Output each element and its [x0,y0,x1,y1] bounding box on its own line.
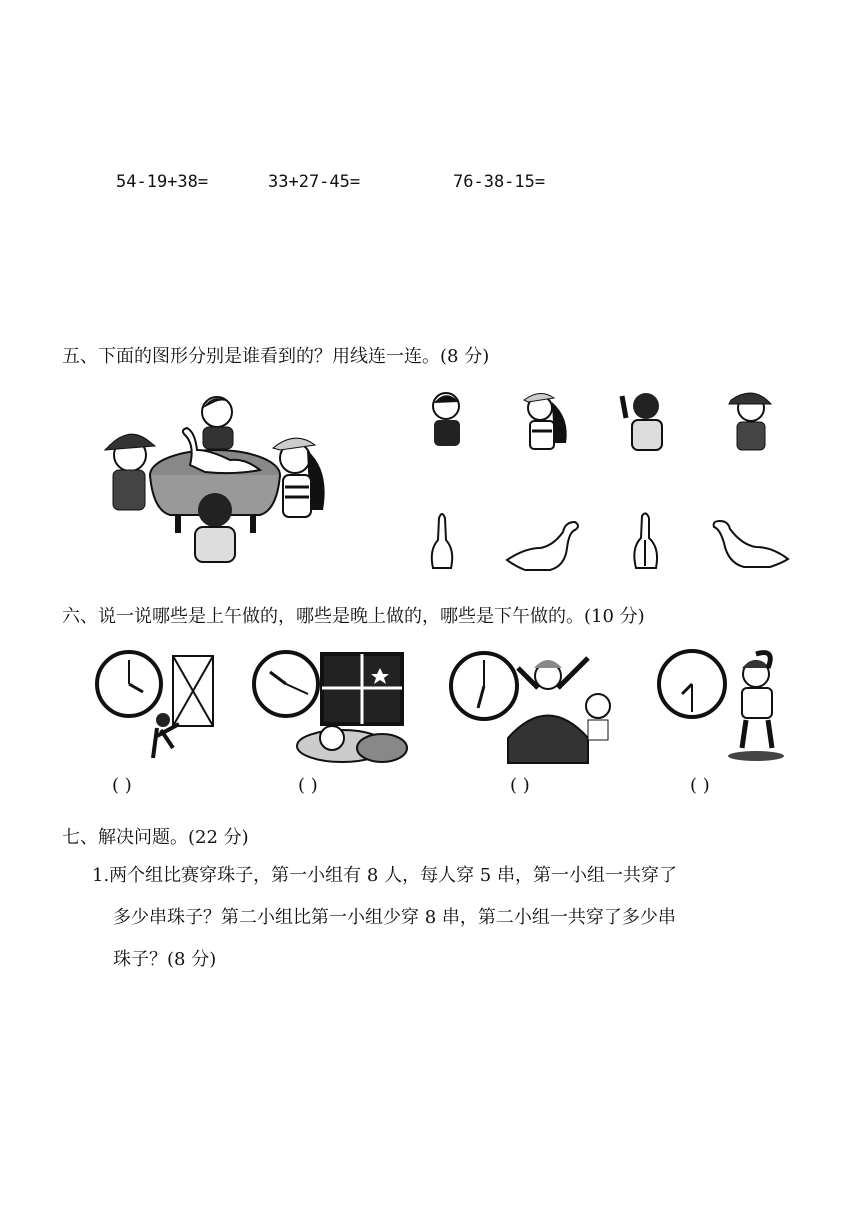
answer-parens-1: ( ) [112,775,132,796]
dinosaur-back-view-icon [628,510,663,575]
expression-1: 54-19+38= [116,172,209,192]
clock-and-kite-runner-icon [95,648,225,768]
answer-slot-4[interactable] [690,775,780,796]
clock-and-stretching-child-icon [656,648,786,768]
problem1-line3: 珠子？(8 分) [113,949,217,970]
section5-title: 五、下面的图形分别是谁看到的？用线连一连。(8 分) [62,346,490,367]
problem1-line1: 1.两个组比赛穿珠子，第一小组有 8 人，每人穿 5 串，第一小组一共穿了 [92,865,677,886]
expression-3: 76-38-15= [453,172,546,192]
answer-parens-2: ( ) [298,775,318,796]
answer-slot-1[interactable] [112,775,202,796]
answer-slot-2[interactable] [298,775,388,796]
children-table-scene-icon [95,390,345,575]
answer-parens-3: ( ) [510,775,530,796]
girl-with-cap-icon [518,388,573,453]
child-waving-back-view-icon [620,388,670,453]
clock-and-waking-child-icon [448,648,618,768]
dinosaur-front-view-icon [425,510,460,575]
section7-title: 七、解决问题。(22 分) [62,827,249,848]
answer-parens-4: ( ) [690,775,710,796]
boy-back-view-icon [428,388,468,453]
clock-and-sleeping-child-icon [252,648,412,768]
boy-with-cap-icon [725,388,775,453]
answer-slot-3[interactable] [510,775,600,796]
dinosaur-side-left-icon [505,518,585,573]
problem1-line2: 多少串珠子？第二小组比第一小组少穿 8 串，第二小组一共穿了多少串 [113,907,676,928]
dinosaur-side-right-icon [710,515,790,573]
expression-2: 33+27-45= [268,172,361,192]
section6-title: 六、说一说哪些是上午做的，哪些是晚上做的，哪些是下午做的。(10 分) [62,606,645,627]
